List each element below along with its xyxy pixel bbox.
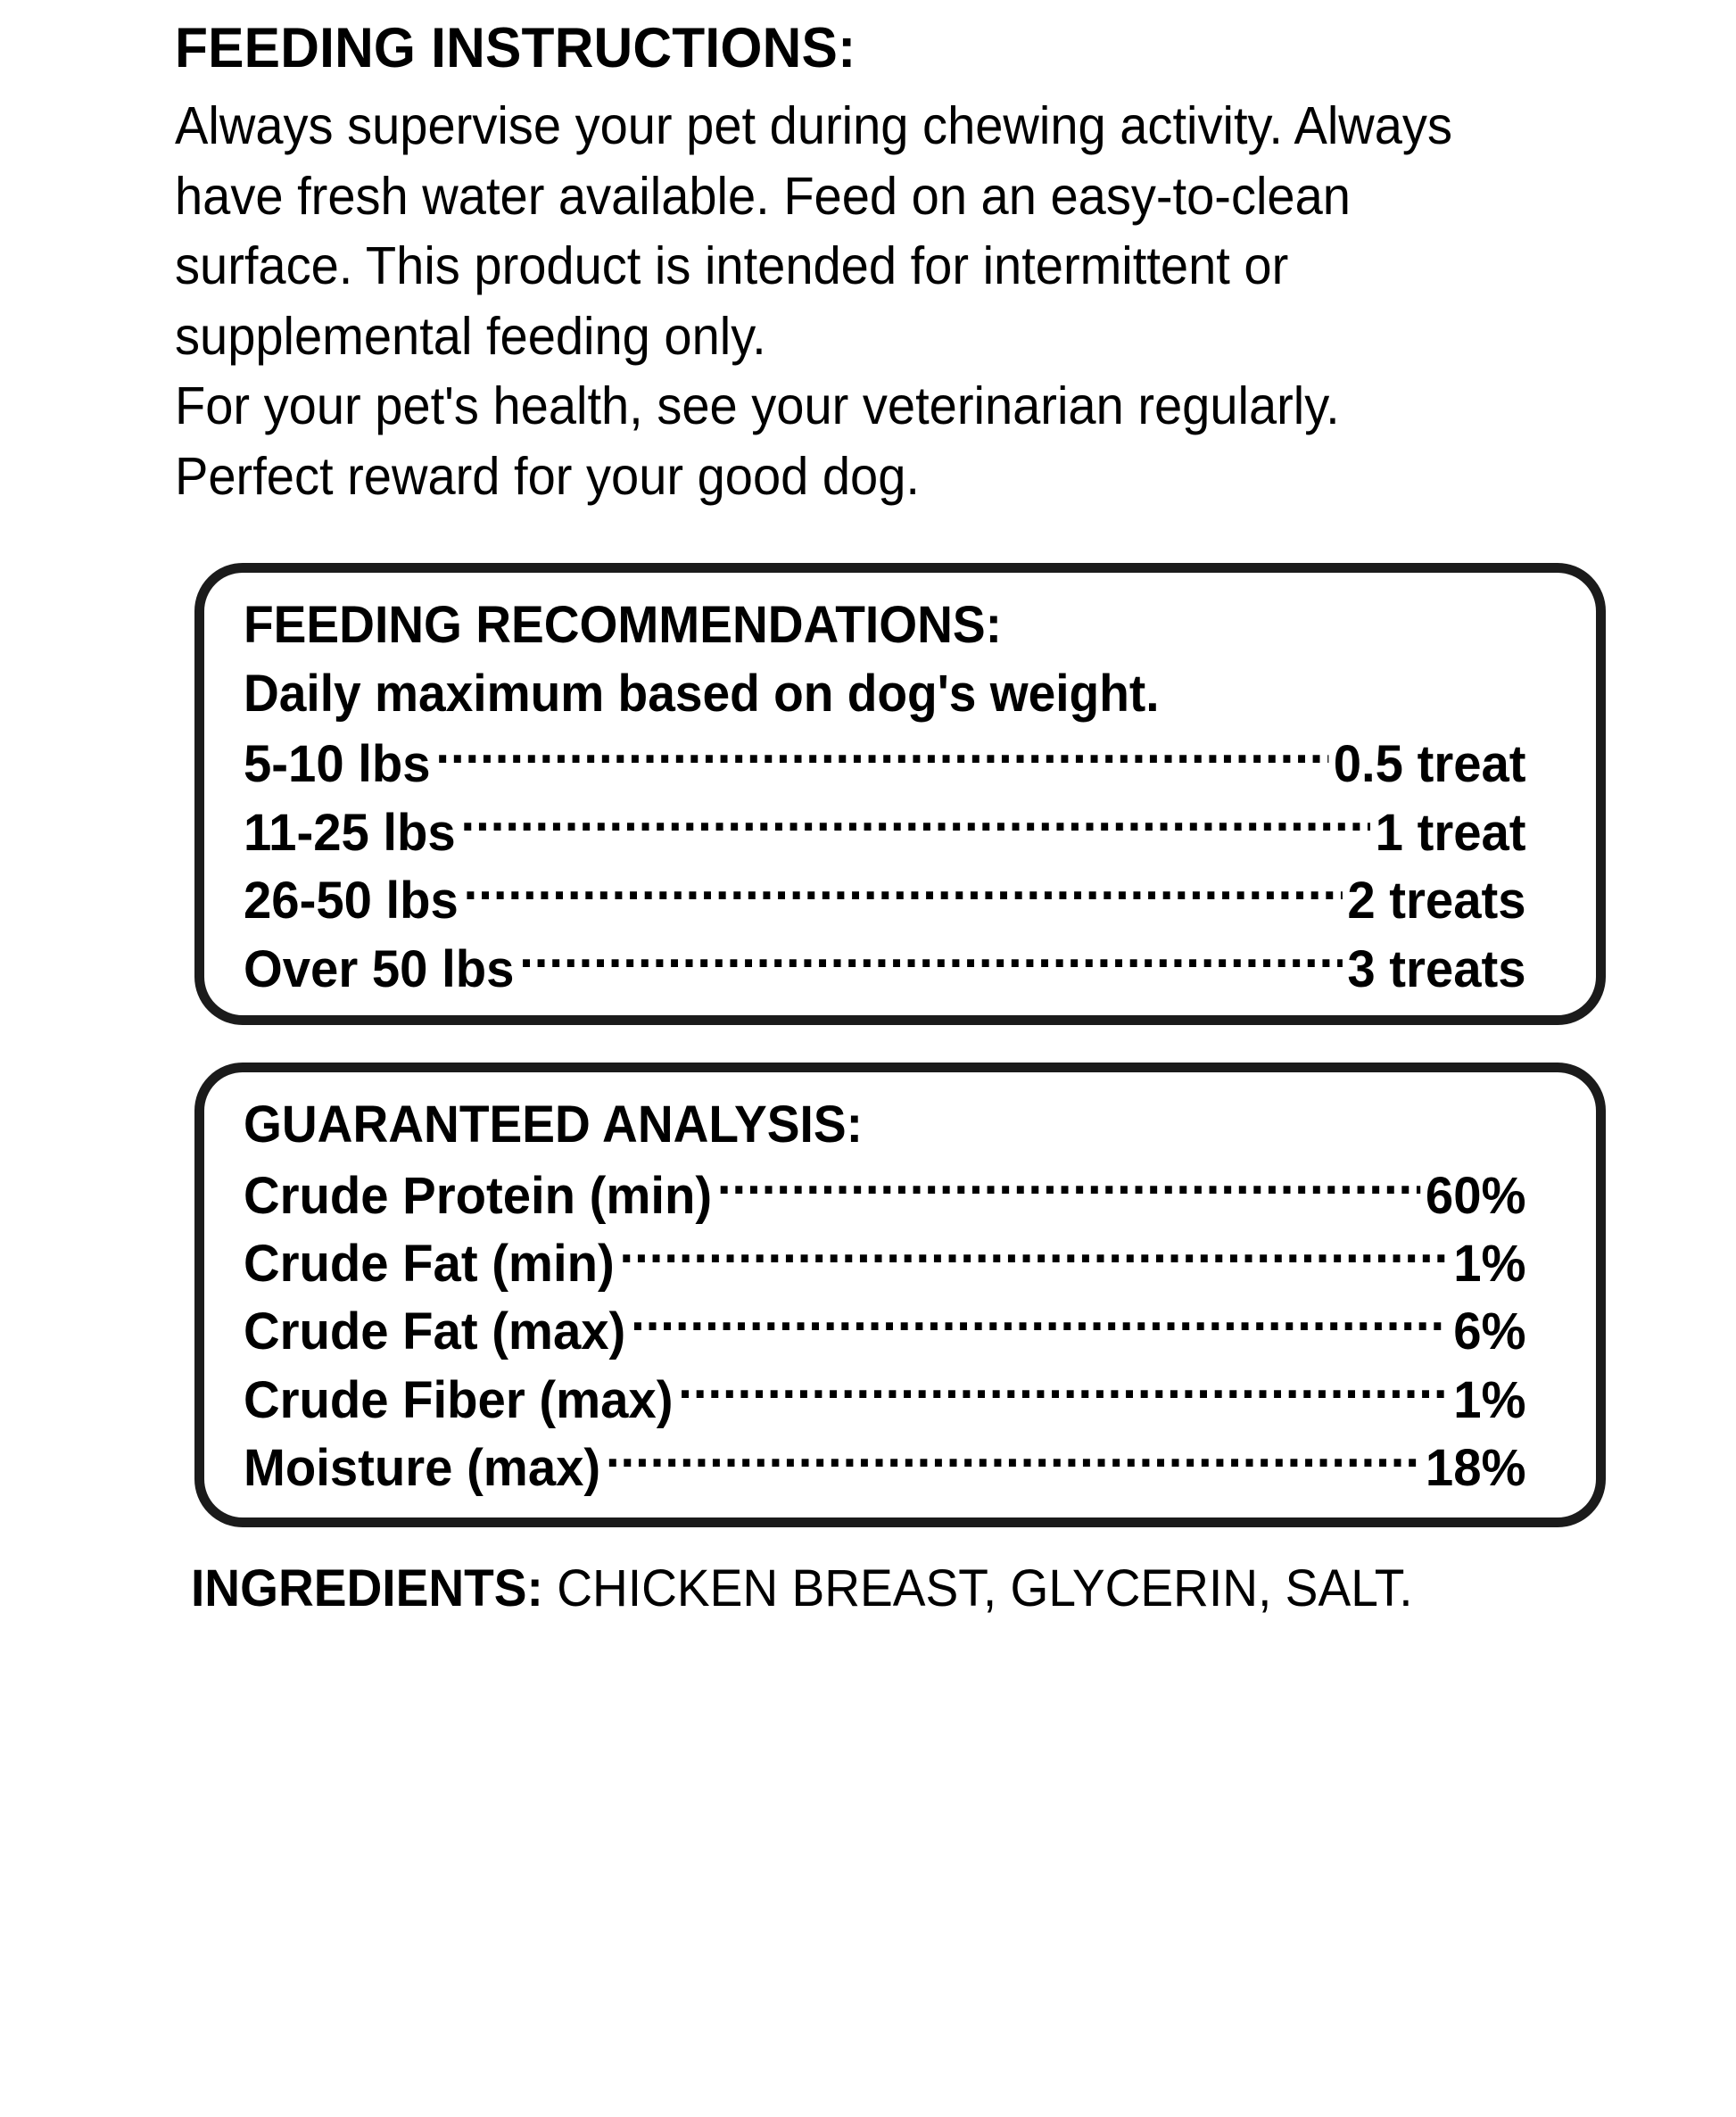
analysis-row-value: 6% bbox=[1453, 1302, 1526, 1361]
feeding-instructions-line: Always supervise your pet during chewing activity. Always bbox=[175, 96, 1452, 156]
dot-leader bbox=[678, 1366, 1448, 1418]
feeding-instructions-line: For your pet's health, see your veterinarian regularly. bbox=[175, 376, 1340, 436]
dot-leader bbox=[620, 1229, 1449, 1281]
dot-leader bbox=[435, 730, 1328, 781]
feeding-recommendations-title: FEEDING RECOMMENDATIONS: bbox=[244, 596, 1002, 655]
feeding-instructions-line: Perfect reward for your good dog. bbox=[175, 446, 920, 506]
dot-leader bbox=[606, 1434, 1420, 1485]
analysis-row-label: Moisture (max) bbox=[244, 1439, 601, 1498]
feeding-row-label: 11-25 lbs bbox=[244, 803, 456, 862]
feeding-row-value: 3 treats bbox=[1347, 939, 1526, 998]
ingredients-label: INGREDIENTS: bbox=[191, 1559, 543, 1618]
analysis-row bbox=[244, 1434, 1526, 1501]
feeding-row-value: 0.5 treat bbox=[1333, 735, 1526, 794]
feeding-row bbox=[244, 935, 1526, 1003]
analysis-row bbox=[244, 1366, 1526, 1434]
analysis-row bbox=[244, 1297, 1526, 1365]
feeding-row bbox=[244, 866, 1526, 934]
guaranteed-analysis-box bbox=[194, 1063, 1606, 1528]
dot-leader bbox=[461, 798, 1370, 850]
analysis-row bbox=[244, 1229, 1526, 1297]
feeding-recommendations-subtitle: Daily maximum based on dog's weight. bbox=[244, 664, 1160, 723]
analysis-row bbox=[244, 1162, 1526, 1229]
feeding-instructions-section bbox=[175, 16, 1629, 511]
dot-leader bbox=[519, 935, 1342, 987]
ingredients-value: CHICKEN BREAST, GLYCERIN, SALT. bbox=[557, 1559, 1413, 1618]
feeding-row-value: 2 treats bbox=[1347, 872, 1526, 930]
feeding-row-label: 26-50 lbs bbox=[244, 872, 459, 930]
feeding-instructions-line: supplemental feeding only. bbox=[175, 306, 766, 366]
feeding-instructions-body bbox=[175, 91, 1557, 511]
feeding-row-label: Over 50 lbs bbox=[244, 939, 515, 998]
dot-leader bbox=[631, 1297, 1448, 1349]
analysis-row-value: 1% bbox=[1453, 1370, 1526, 1429]
analysis-row-label: Crude Fat (min) bbox=[244, 1234, 615, 1293]
dot-leader bbox=[464, 866, 1343, 918]
guaranteed-analysis-title: GUARANTEED ANALYSIS: bbox=[244, 1095, 863, 1154]
ingredients-line bbox=[191, 1558, 1557, 1620]
feeding-instructions-heading: FEEDING INSTRUCTIONS: bbox=[175, 17, 856, 79]
analysis-row-label: Crude Fiber (max) bbox=[244, 1370, 674, 1429]
feeding-instructions-line: surface. This product is intended for intermittent or bbox=[175, 236, 1289, 296]
feeding-row-label: 5-10 lbs bbox=[244, 735, 431, 794]
analysis-row-label: Crude Fat (max) bbox=[244, 1302, 626, 1361]
analysis-row-value: 18% bbox=[1425, 1439, 1526, 1498]
feeding-row-value: 1 treat bbox=[1375, 803, 1526, 862]
feeding-row bbox=[244, 798, 1526, 866]
feeding-row bbox=[244, 730, 1526, 798]
feeding-instructions-line: have fresh water available. Feed on an easy-to-clean bbox=[175, 166, 1351, 226]
analysis-row-value: 1% bbox=[1453, 1234, 1526, 1293]
analysis-row-value: 60% bbox=[1425, 1166, 1526, 1225]
dot-leader bbox=[717, 1162, 1420, 1213]
analysis-row-label: Crude Protein (min) bbox=[244, 1166, 713, 1225]
feeding-recommendations-box bbox=[194, 563, 1606, 1025]
